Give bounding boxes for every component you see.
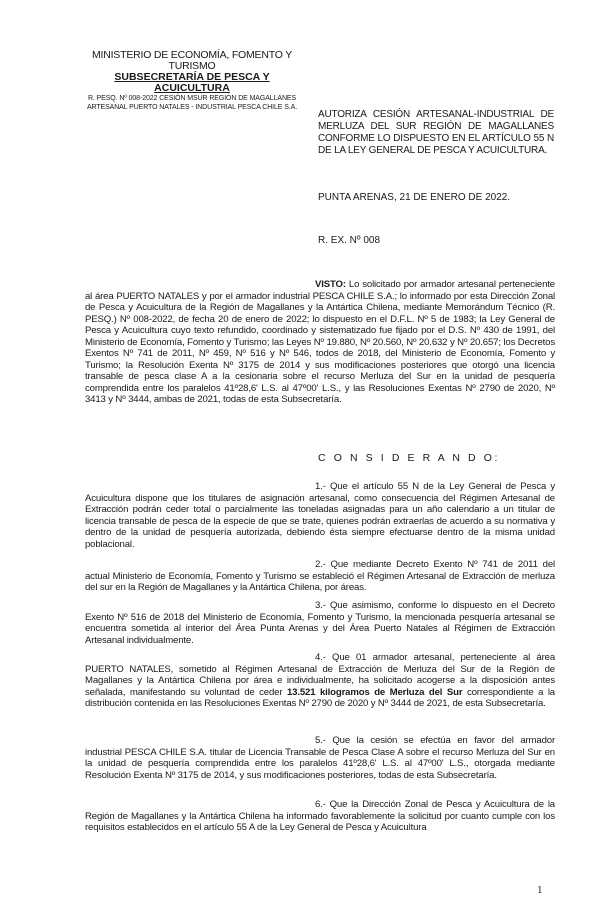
- ministry-name: MINISTERIO DE ECONOMÍA, FOMENTO Y TURISMO: [91, 49, 293, 72]
- considerando-3: [85, 600, 555, 646]
- reference-line-2: ARTESANAL PUERTO NATALES - INDUSTRIAL PESCA CHILE S.A.: [86, 104, 298, 111]
- considerando-1-text: 1.- Que el artículo 55 N de la Ley General de Pesca y Acuicultura dispone que los titulares de asignación artesanal, como consecuencia del Régimen Artesanal de Extracción podrán ceder total o parcialmente las toneladas asignadas para un año calendario a un titular de licencia transable de pesca de la especie de que se trate, quienes podrán extraerlas de acuerdo a su normativa y dentro de la unidad de pesquería autorizada, debiendo ésta siempre efectuarse dentro de la misma unidad poblacional.: [85, 481, 555, 550]
- considerando-2-text: 2.- Que mediante Decreto Exento Nº 741 de 2011 del actual Ministerio de Economía, Fomento y Turismo se estableció el Régimen Artesanal de Extracción de merluza del sur en la Región de Magallanes y la Antártica Chilena, por áreas.: [85, 559, 555, 593]
- visto-text: Lo solicitado por armador artesanal perteneciente al área PUERTO NATALES y por el armador industrial PESCA CHILE S.A.; lo informado por esta Dirección Zonal de Pesca y Acuicultura de la Región de Magallanes y la Antártica Chilena, mediante Memorándum Técnico (R. PESQ.) Nº 008-2022, de fecha 20 de enero de 2022; lo dispuesto en el D.F.L. Nº 5 de 1983; la Ley General de Pesca y Acuicultura cuyo texto refundido, coordinado y sistematizado fue fijado por el D.S. Nº 430 de 1991, del Ministerio de Economía, Fomento y Turismo; las Leyes Nº 19.880, Nº 20.560, Nº 20.632 y Nº 20.657; los Decretos Exentos Nº 741 de 2011, Nº 459, Nº 516 y Nº 546, todos de 2018, del Ministerio de Economía, Fomento y Turismo; la Resolución Exenta Nº 3175 de 2014 y sus modificaciones posteriores que otorgó una licencia transable de pesca clase A a la cesionaria sobre el recurso Merluza del Sur en la unidad de pesquería comprendida entre los paralelos 41º28,6' L.S. al 47º00' L.S., y las Resoluciones Exentas Nº 2790 de 2020, Nº 3413 y Nº 3444, ambas de 2021, todas de esta Subsecretaría.: [85, 279, 555, 405]
- letterhead: [77, 50, 307, 112]
- resolution-number: R. EX. Nº 008: [318, 235, 381, 246]
- considerando-4-text-b: correspondiente a la distribución contenida en las Resoluciones Exentas Nº 2790 de 2020 y Nº 3444 de 2021, de esta Subsecretaría.: [85, 686, 555, 709]
- considerando-1: [85, 481, 555, 550]
- considerando-4: [85, 652, 555, 710]
- page-number: 1: [537, 884, 543, 896]
- undersecretariat-name: SUBSECRETARÍA DE PESCA Y ACUICULTURA: [114, 71, 270, 94]
- resolution-subject: AUTORIZA CESIÓN ARTESANAL-INDUSTRIAL DE MERLUZA DEL SUR REGIÓN DE MAGALLANES CONFORME LO DISPUESTO EN EL ARTÍCULO 55 N DE LA LEY GENERAL DE PESCA Y ACUICULTURA.: [318, 109, 554, 156]
- considerando-title: C O N S I D E R A N D O:: [318, 452, 501, 464]
- ceded-amount: 13.521 kilogramos de Merluza del Sur: [286, 686, 463, 698]
- resolution-date: PUNTA ARENAS, 21 DE ENERO DE 2022.: [318, 192, 511, 203]
- reference-line-1: R. PESQ. Nº 008-2022 CESIÓN MSUR REGIÓN DE MAGALLANES: [87, 95, 297, 102]
- considerando-5-text: 5.- Que la cesión se efectúa en favor del armador industrial PESCA CHILE S.A. titular de Licencia Transable de Pesca Clase A sobre el recurso Merluza del Sur en la unidad de pesquería comprendida entre los paralelos 41º28,6' L.S. al 47º00' L.S., otorgada mediante Resolución Exenta Nº 3175 de 2014, y sus modificaciones posteriores, todas de esta Subsecretaría.: [85, 735, 555, 781]
- considerando-2: [85, 559, 555, 594]
- considerando-4-text-a: 4.- Que 01 armador artesanal, perteneciente al área PUERTO NATALES, sometido al Régimen Artesanal de Extracción de Merluza del Sur de la Región de Magallanes y la Antártica Chilena por área e individualmente, ha solicitado acogerse a la disposición antes señalada, manifestando su voluntad de ceder: [85, 652, 555, 698]
- visto-paragraph: [85, 279, 555, 406]
- considerando-6-text: 6.- Que la Dirección Zonal de Pesca y Acuicultura de la Región de Magallanes y la Antártica Chilena ha informado favorablemente la solicitud por cuanto cumple con los requisitos establecidos en el artículo 55 A de la Ley General de Pesca y Acuicultura: [85, 799, 555, 833]
- visto-label: VISTO:: [315, 279, 346, 290]
- considerando-6: [85, 799, 555, 834]
- considerando-5: [85, 735, 555, 781]
- considerando-3-text: 3.- Que asimismo, conforme lo dispuesto en el Decreto Exento Nº 516 de 2018 del Ministerio de Economía, Fomento y Turismo, la mencionada pesquería artesanal se encuentra sometida al interior del Área Punta Arenas y del Área Puerto Natales al Régimen de Extracción Artesanal individualmente.: [85, 600, 555, 646]
